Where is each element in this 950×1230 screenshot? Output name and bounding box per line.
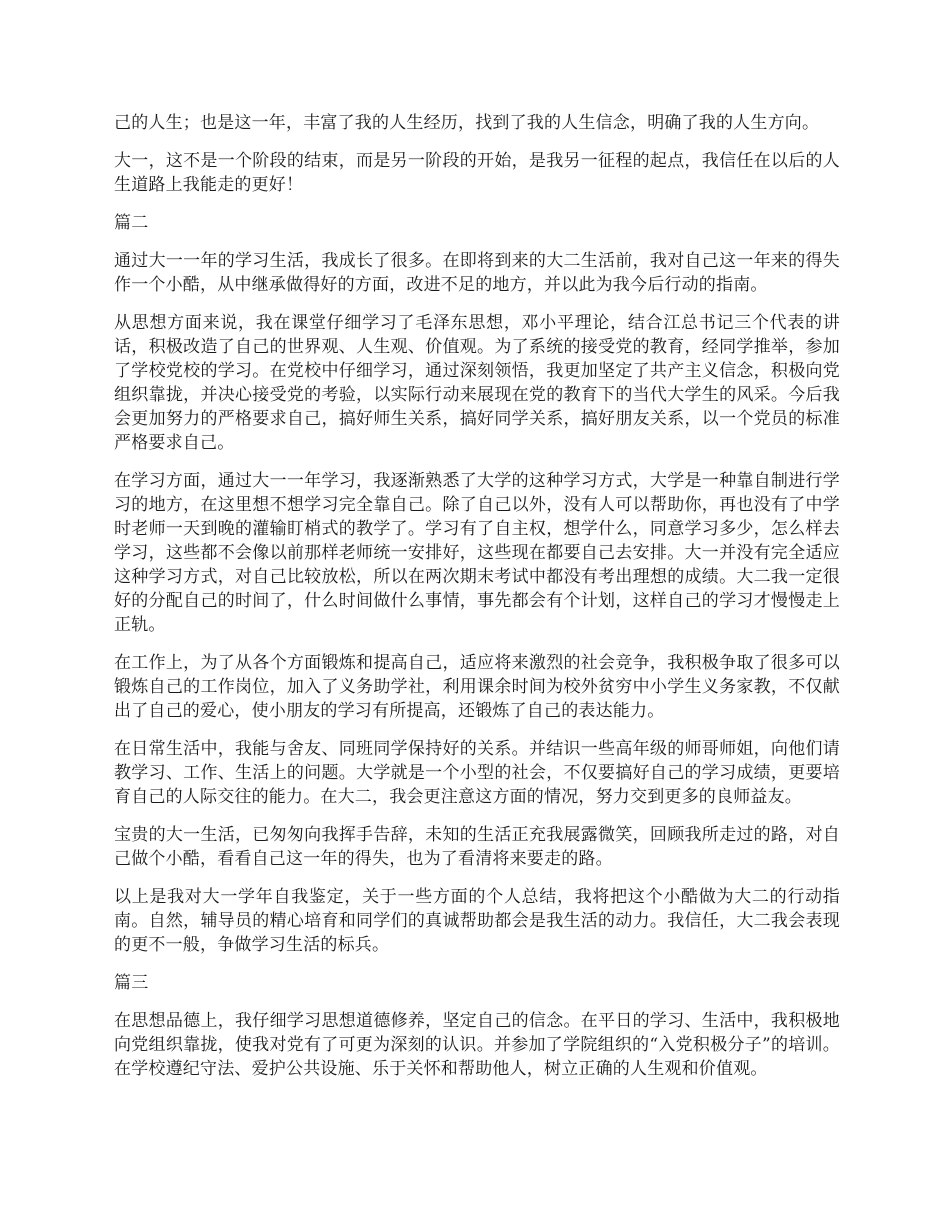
paragraph: 以上是我对大一学年自我鉴定，关于一些方面的个人总结，我将把这个小酷做为大二的行动指南。自然，辅导员的精心培育和同学们的真诚帮助都会是我生活的动力。我信任，大二我会表现的更不一般，争做学习生活的标兵。 xyxy=(114,887,840,955)
paragraph: 大一，这不是一个阶段的结束，而是另一阶段的开始，是我另一征程的起点，我信任在以后的人生道路上我能走的更好！ xyxy=(114,151,840,195)
paragraph: 在工作上，为了从各个方面锻炼和提高自己，适应将来激烈的社会竞争，我积极争取了很多可以锻炼自己的工作岗位，加入了义务助学社，利用课余时间为校外贫穷中小学生义务家教，不仅献出了自己的爱心，使小朋友的学习有所提高，还锻炼了自己的表达能力。 xyxy=(114,653,840,721)
paragraph: 通过大一一年的学习生活，我成长了很多。在即将到来的大二生活前，我对自己这一年来的得失作一个小酷，从中继承做得好的方面，改进不足的地方，并以此为我今后行动的指南。 xyxy=(114,251,840,295)
paragraph: 己的人生；也是这一年，丰富了我的人生经历，找到了我的人生信念，明确了我的人生方向。 xyxy=(114,113,820,133)
paragraph: 宝贵的大一生活，已匆匆向我挥手告辞，未知的生活正充我展露微笑，回顾我所走过的路，对自己做个小酷，看看自己这一年的得失，也为了看清将来要走的路。 xyxy=(114,825,840,869)
section-heading: 篇二 xyxy=(114,213,149,233)
paragraph: 在思想品德上，我仔细学习思想道德修养，坚定自己的信念。在平日的学习、生活中，我积极地向党组织靠拢，使我对党有了可更为深刻的认识。并参加了学院组织的“入党积极分子”的培训。在学校遵纪守法、爱护公共设施、乐于关怀和帮助他人，树立正确的人生观和价值观。 xyxy=(114,1011,840,1079)
paragraph: 从思想方面来说，我在课堂仔细学习了毛泽东思想，邓小平理论，结合江总书记三个代表的讲话，积极改造了自己的世界观、人生观、价值观。为了系统的接受党的教育，经同学推举，参加了学校党校的学习。在党校中仔细学习，通过深刻领悟，我更加坚定了共产主义信念，积极向党组织靠拢，并决心接受党的考验，以实际行动来展现在党的教育下的当代大学生的风采。今后我会更加努力的严格要求自己，搞好师生关系，搞好同学关系，搞好朋友关系，以一个党员的标准严格要求自己。 xyxy=(114,313,840,453)
paragraph: 在日常生活中，我能与舍友、同班同学保持好的关系。并结识一些高年级的师哥师姐，向他们请教学习、工作、生活上的问题。大学就是一个小型的社会，不仅要搞好自己的学习成绩，更要培育自己的人际交往的能力。在大二，我会更注意这方面的情况，努力交到更多的良师益友。 xyxy=(114,739,840,807)
section-heading: 篇三 xyxy=(114,973,149,993)
document-page xyxy=(114,111,840,1095)
paragraph: 在学习方面，通过大一一年学习，我逐渐熟悉了大学的这种学习方式，大学是一种靠自制进行学习的地方，在这里想不想学习完全靠自己。除了自己以外，没有人可以帮助你，再也没有了中学时老师一天到晚的灌输盯梢式的教学了。学习有了自主权，想学什么，同意学习多少，怎么样去学习，这些都不会像以前那样老师统一安排好，这些现在都要自己去安排。大一并没有完全适应这种学习方式，对自己比较放松，所以在两次期末考试中都没有考出理想的成绩。大二我一定很好的分配自己的时间了，什么时间做什么事情，事先都会有个计划，这样自己的学习才慢慢走上正轨。 xyxy=(114,471,840,635)
